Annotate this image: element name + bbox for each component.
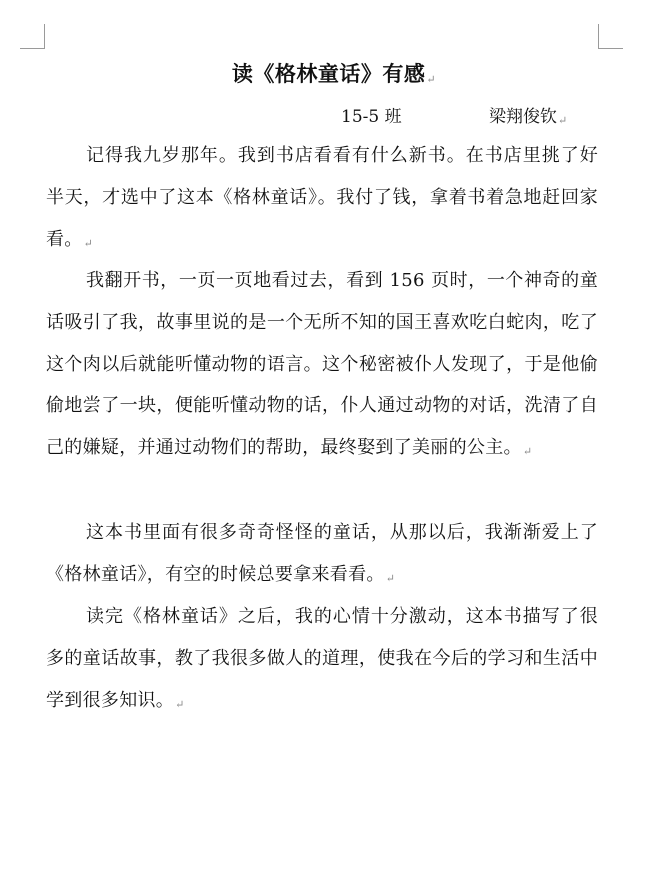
- paragraph-text: 这本书里面有很多奇奇怪怪的童话，从那以后，我渐渐爱上了《格林童话》，有空的时候总要拿来看看。: [46, 522, 598, 585]
- paragraph-text: 读完《格林童话》之后，我的心情十分激动，这本书描写了很多的童话故事，教了我很多做人的道理，使我在今后的学习和生活中学到很多知识。: [46, 606, 598, 711]
- body-paragraph-2[interactable]: [46, 260, 598, 473]
- paragraph-mark-icon: ↵: [385, 571, 396, 585]
- author-name: 梁翔俊钦: [489, 107, 557, 127]
- body-paragraph-1[interactable]: [46, 135, 598, 264]
- class-label: 15-5 班: [341, 107, 402, 127]
- page-corner-mark-top-right: [598, 24, 623, 49]
- byline[interactable]: [341, 102, 567, 127]
- paragraph-mark-icon: ↵: [558, 114, 568, 127]
- body-paragraph-3[interactable]: [46, 512, 598, 600]
- paragraph-text: 记得我九岁那年。我到书店看看有什么新书。在书店里挑了好半天，才选中了这本《格林童话》。我付了钱，拿着书着急地赶回家看。: [46, 145, 598, 250]
- paragraph-mark-icon: ↵: [175, 697, 185, 711]
- title-text: 读《格林童话》有感: [231, 61, 426, 86]
- document-title[interactable]: [0, 58, 668, 88]
- body-paragraph-4[interactable]: [46, 596, 598, 725]
- paragraph-text: 我翻开书，一页一页地看过去，看到 156 页时，一个神奇的童话吸引了我，故事里说的是一个无所不知的国王喜欢吃白蛇肉，吃了这个肉以后就能听懂动物的语言。这个秘密被仆人发现了，于是他偷偷地尝了一块，便能听懂动物的话，仆人通过动物的对话，洗清了自己的嫌疑，并通过动物们的帮助，最终娶到了美丽的公主。: [46, 270, 598, 459]
- paragraph-mark-icon: ↵: [426, 73, 437, 86]
- paragraph-mark-icon: ↵: [522, 445, 533, 459]
- paragraph-mark-icon: ↵: [83, 236, 94, 250]
- page-corner-mark-top-left: [20, 24, 45, 49]
